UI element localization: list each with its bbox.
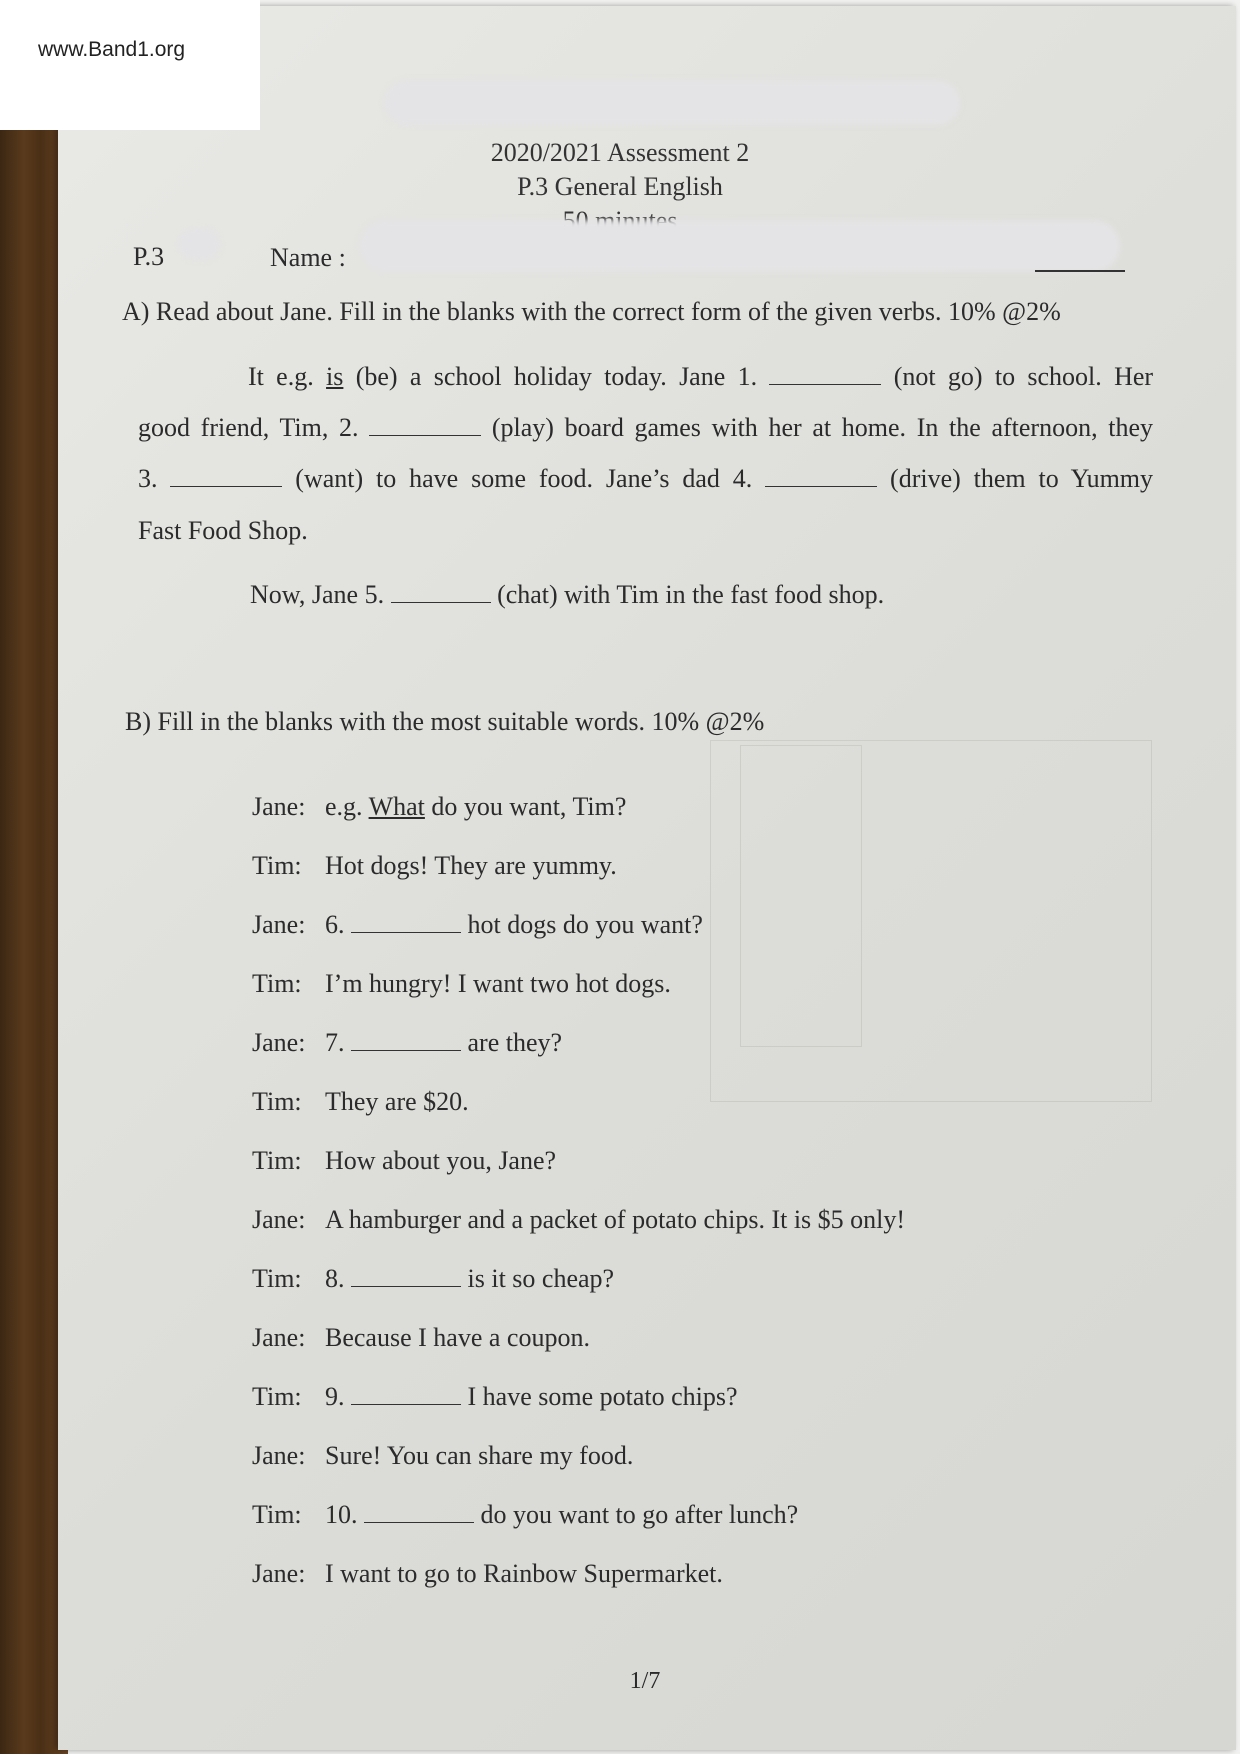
speaker-label: Tim: — [252, 1500, 302, 1529]
section-a-instruction: A) Read about Jane. Fill in the blanks with the correct form of the given verbs. 10% @2% — [122, 297, 1061, 326]
dialogue-line — [325, 969, 671, 999]
question-number: 8. — [325, 1264, 345, 1293]
dialogue-text: They are $20. — [325, 1087, 469, 1116]
question-number: 10. — [325, 1500, 358, 1529]
speaker-label: Jane: — [252, 1205, 306, 1234]
text: good friend, Tim, 2. — [138, 413, 359, 442]
redacted-student-name — [360, 220, 1120, 272]
speaker-label: Tim: — [252, 1264, 302, 1293]
dialogue-text: I want to go to Rainbow Supermarket. — [325, 1559, 723, 1588]
speaker-label: Tim: — [252, 1146, 302, 1175]
dialogue-text: A hamburger and a packet of potato chips. It is $5 only! — [325, 1205, 906, 1234]
text: (be) a school holiday today. Jane 1. — [355, 362, 758, 391]
speaker-label: Jane: — [252, 1559, 306, 1588]
dialogue-line — [325, 1146, 556, 1176]
answer-blank[interactable] — [364, 1502, 474, 1523]
answer-blank-3[interactable] — [170, 466, 282, 487]
redacted-school-name — [385, 80, 960, 125]
example-prefix: e.g. — [325, 792, 363, 821]
text: (want) to have some food. Jane’s dad 4. — [295, 464, 753, 493]
dialogue-text: Sure! You can share my food. — [325, 1441, 634, 1470]
answer-blank-1[interactable] — [769, 364, 881, 385]
answer-blank[interactable] — [351, 1384, 461, 1405]
dialogue-line — [325, 1264, 614, 1294]
dialogue-line — [325, 1382, 738, 1412]
section-a-line-4: Fast Food Shop. — [138, 516, 308, 545]
text: (not go) to school. Her — [893, 362, 1154, 391]
dialogue-line — [325, 910, 703, 940]
speaker-label: Jane: — [252, 1028, 306, 1057]
dialogue-line — [325, 1559, 723, 1589]
section-a-line-1 — [248, 362, 1153, 392]
question-number: 9. — [325, 1382, 345, 1411]
dialogue-text: How about you, Jane? — [325, 1146, 557, 1175]
text: (drive) them to Yummy — [890, 464, 1154, 493]
dialogue-text: Because I have a coupon. — [325, 1323, 590, 1352]
answer-blank[interactable] — [351, 1266, 461, 1287]
section-a-line-3 — [138, 464, 1153, 494]
text: (chat) with Tim in the fast food shop. — [497, 580, 885, 609]
bleed-through-frame — [710, 740, 1152, 1102]
text: (play) board games with her at home. In the afternoon, they — [491, 413, 1153, 442]
answer-blank[interactable] — [351, 912, 461, 933]
answer-blank-4[interactable] — [765, 466, 877, 487]
dialogue-line — [325, 1323, 590, 1353]
dialogue-line — [325, 1087, 469, 1117]
dialogue-line — [325, 792, 626, 822]
text: It e.g. — [248, 362, 314, 391]
answer-blank[interactable] — [351, 1030, 461, 1051]
text: Now, Jane 5. — [250, 580, 385, 609]
assessment-title: 2020/2021 Assessment 2 — [490, 138, 750, 167]
subject-title: P.3 General English — [517, 172, 723, 201]
dialogue-text: I have some potato chips? — [467, 1382, 738, 1411]
text: 3. — [138, 464, 158, 493]
answer-blank-2[interactable] — [369, 415, 481, 436]
section-b-instruction: B) Fill in the blanks with the most suitable words. 10% @2% — [125, 707, 765, 736]
dialogue-text: Hot dogs! They are yummy. — [325, 851, 617, 880]
dialogue-line — [325, 1500, 798, 1530]
example-answer: What — [368, 792, 425, 821]
speaker-label: Tim: — [252, 1382, 302, 1411]
dialogue-line — [325, 1441, 633, 1471]
question-number: 6. — [325, 910, 345, 939]
speaker-label: Tim: — [252, 851, 302, 880]
question-number: 7. — [325, 1028, 345, 1057]
page-number: 1/7 — [629, 1668, 661, 1694]
site-label: www.Band1.org — [38, 38, 186, 61]
redacted-class-number — [178, 228, 220, 260]
speaker-label: Jane: — [252, 910, 306, 939]
speaker-label: Jane: — [252, 1323, 306, 1352]
dialogue-line — [325, 1205, 905, 1235]
section-a-line-2 — [138, 413, 1153, 443]
speaker-label: Tim: — [252, 969, 302, 998]
section-a-line-5 — [250, 580, 884, 610]
speaker-label: Tim: — [252, 1087, 302, 1116]
speaker-label: Jane: — [252, 1441, 306, 1470]
name-underline — [1035, 270, 1125, 272]
name-label: Name : — [270, 243, 346, 272]
dialogue-text: do you want, Tim? — [431, 792, 627, 821]
dialogue-text: I’m hungry! I want two hot dogs. — [325, 969, 671, 998]
site-watermark-box — [0, 0, 260, 130]
example-answer: is — [326, 362, 344, 391]
dialogue-text: are they? — [467, 1028, 563, 1057]
dialogue-line — [325, 1028, 562, 1058]
answer-blank-5[interactable] — [391, 582, 491, 603]
dialogue-text: hot dogs do you want? — [467, 910, 703, 939]
dialogue-line — [325, 851, 617, 881]
class-label: P.3 — [133, 242, 165, 271]
dialogue-text: do you want to go after lunch? — [480, 1500, 799, 1529]
speaker-label: Jane: — [252, 792, 306, 821]
dialogue-text: is it so cheap? — [467, 1264, 615, 1293]
